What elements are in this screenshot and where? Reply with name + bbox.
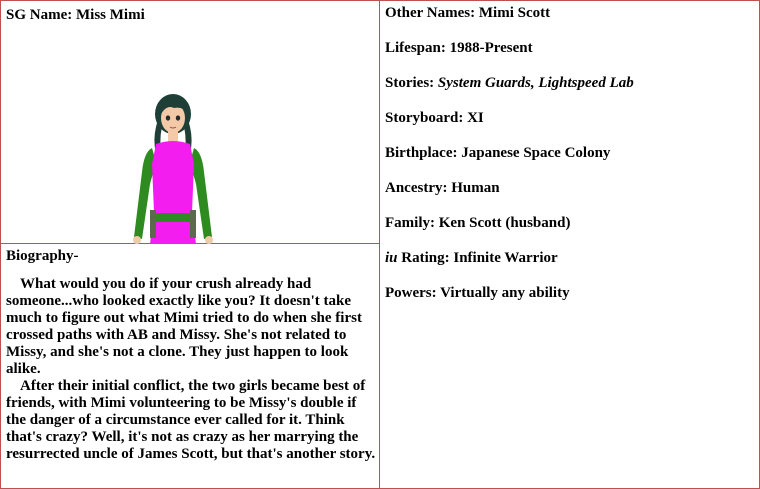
fact-value: System Guards, Lightspeed Lab bbox=[437, 75, 634, 91]
fact-value: 1988-Present bbox=[449, 40, 533, 56]
fact-powers bbox=[385, 285, 634, 320]
fact-label: Stories: bbox=[385, 75, 435, 91]
fact-label: Family: bbox=[385, 215, 435, 231]
character-portrait bbox=[122, 92, 224, 244]
fact-label: Birthplace: bbox=[385, 145, 458, 161]
fact-family bbox=[385, 215, 634, 250]
character-facts bbox=[385, 5, 634, 320]
sg-name bbox=[6, 7, 145, 24]
fact-ancestry bbox=[385, 180, 634, 215]
fact-label: Ancestry: bbox=[385, 180, 448, 196]
fact-other-names bbox=[385, 5, 634, 40]
fact-lifespan bbox=[385, 40, 634, 75]
sg-name-value: Miss Mimi bbox=[76, 7, 145, 23]
fact-value: Infinite Warrior bbox=[453, 250, 558, 266]
biography-paragraph-1: What would you do if your crush already had someone...who looked exactly like you? It doesn't take much to figure out what Mimi tried to do when she first crossed paths with AB and Missy. She's not related to Missy, and she's not a clone. They just happen to look alike. bbox=[6, 276, 362, 377]
fact-value: XI bbox=[467, 110, 484, 126]
fact-label: Lifespan: bbox=[385, 40, 446, 56]
fact-rating bbox=[385, 250, 634, 285]
fact-label: Storyboard: bbox=[385, 110, 464, 126]
sg-name-label: SG Name: bbox=[6, 7, 73, 23]
fact-value: Ken Scott (husband) bbox=[438, 215, 571, 231]
fact-value: Mimi Scott bbox=[478, 5, 551, 21]
fact-storyboard bbox=[385, 110, 634, 145]
fact-label: Rating: bbox=[401, 250, 450, 266]
column-divider bbox=[379, 0, 380, 489]
fact-birthplace bbox=[385, 145, 634, 180]
fact-stories bbox=[385, 75, 634, 110]
fact-prefix: iu bbox=[385, 250, 398, 266]
biography-section bbox=[6, 248, 378, 463]
fact-value: Virtually any ability bbox=[440, 285, 570, 301]
fact-value: Human bbox=[451, 180, 500, 196]
fact-value: Japanese Space Colony bbox=[461, 145, 611, 161]
fact-label: Powers: bbox=[385, 285, 437, 301]
biography-title: Biography- bbox=[6, 248, 79, 264]
biography-paragraph-2: After their initial conflict, the two girls became best of friends, with Mimi volunteering to be Missy's double if the danger of a circumstance ever called for it. Think that's crazy? Well, it's not as crazy as her marrying the resurrected uncle of James Scott, but that's another story. bbox=[6, 378, 376, 462]
fact-label: Other Names: bbox=[385, 5, 476, 21]
